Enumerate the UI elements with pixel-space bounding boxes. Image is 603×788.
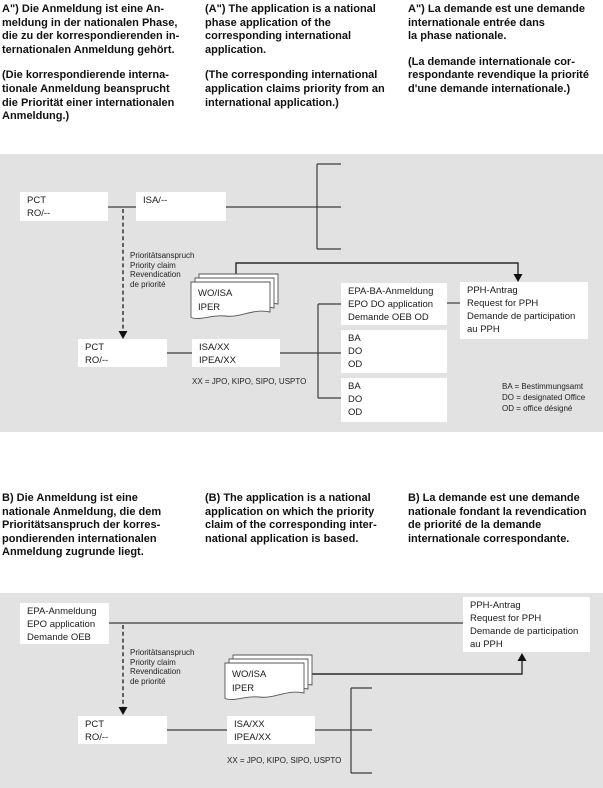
pph-request-box-a: PPH-Antrag Request for PPH Demande de participation au PPH [460,282,588,339]
pct-ro-box-top-a: PCT RO/-- [20,192,108,221]
section-a-de-p1: A") Die Anmeldung ist eine An- meldung in der nationalen Phase, die zu der korrespondierenden in- ternationalen Anmeldung gehört. [2,3,180,56]
priority-claim-label-a: Prioritätsanspruch Priority claim Revendication de priorité [130,251,195,289]
xx-note-b: XX = JPO, KIPO, SIPO, USPTO [227,756,342,765]
pct-ro-box-bottom-a: PCT RO/-- [78,339,167,367]
pph-request-box-b: PPH-Antrag Request for PPH Demande de participation au PPH [463,597,590,652]
section-a-en-p2: (The corresponding international application claims priority from an international application.) [205,69,385,109]
ba-do-od-box-2: BA DO OD [341,378,447,422]
xx-note-a: XX = JPO, KIPO, SIPO, USPTO [192,377,307,386]
section-b-de-p1: B) Die Anmeldung ist eine nationale Anmeldung, die dem Prioritätsanspruch der korres- pondierenden internationalen Anmeldung zugrunde liegt. [2,492,162,559]
priority-claim-label-b: Prioritätsanspruch Priority claim Revendication de priorité [130,648,195,686]
section-a-en-p1: (A") The application is a national phase application of the corresponding international application. [205,3,376,56]
doc-to-pph-route-b [312,653,527,674]
section-b-fr-p1: B) La demande est une demande nationale fondant la revendication de priorité de la demande internationale correspondante. [408,492,587,545]
connector-lines-b [109,623,463,773]
isa-ipea-box-b: ISA/XX IPEA/XX [227,716,315,744]
isa-box-top-a: ISA/-- [136,192,226,221]
ba-do-od-box-1: BA DO OD [341,330,447,373]
epa-ba-application-box: EPA-BA-Anmeldung EPO DO application Demande OEB OD [341,283,447,325]
doc-to-pph-route-a [236,263,523,282]
section-b-en-p1: (B) The application is a national application on which the priority claim of the corresponding inter- national application is based. [205,492,377,545]
section-a-fr-p1: A") La demande est une demande internationale entrée dans la phase nationale. [408,3,585,43]
isa-ipea-box-a: ISA/XX IPEA/XX [192,339,280,367]
epa-application-box: EPA-Anmeldung EPO application Demande OEB [20,603,109,644]
pct-ro-box-b: PCT RO/-- [78,716,167,744]
section-a-fr-p2: (La demande internationale cor- respondante revendique la priorité d'une demande internationale.) [408,55,589,95]
section-a-de-p2: (Die korrespondierende interna- tionale Anmeldung beansprucht die Priorität einer internationalen Anmeldung.) [2,69,175,123]
priority-claim-arrow-b [119,625,128,715]
wo-isa-iper-label-a: WO/ISA IPER [198,288,233,313]
priority-claim-arrow-a [119,209,128,339]
wo-isa-iper-label-b: WO/ISA IPER [232,669,267,694]
abbreviation-legend: BA = Bestimmungsamt DO = designated Office OD = office désigné [502,382,586,413]
